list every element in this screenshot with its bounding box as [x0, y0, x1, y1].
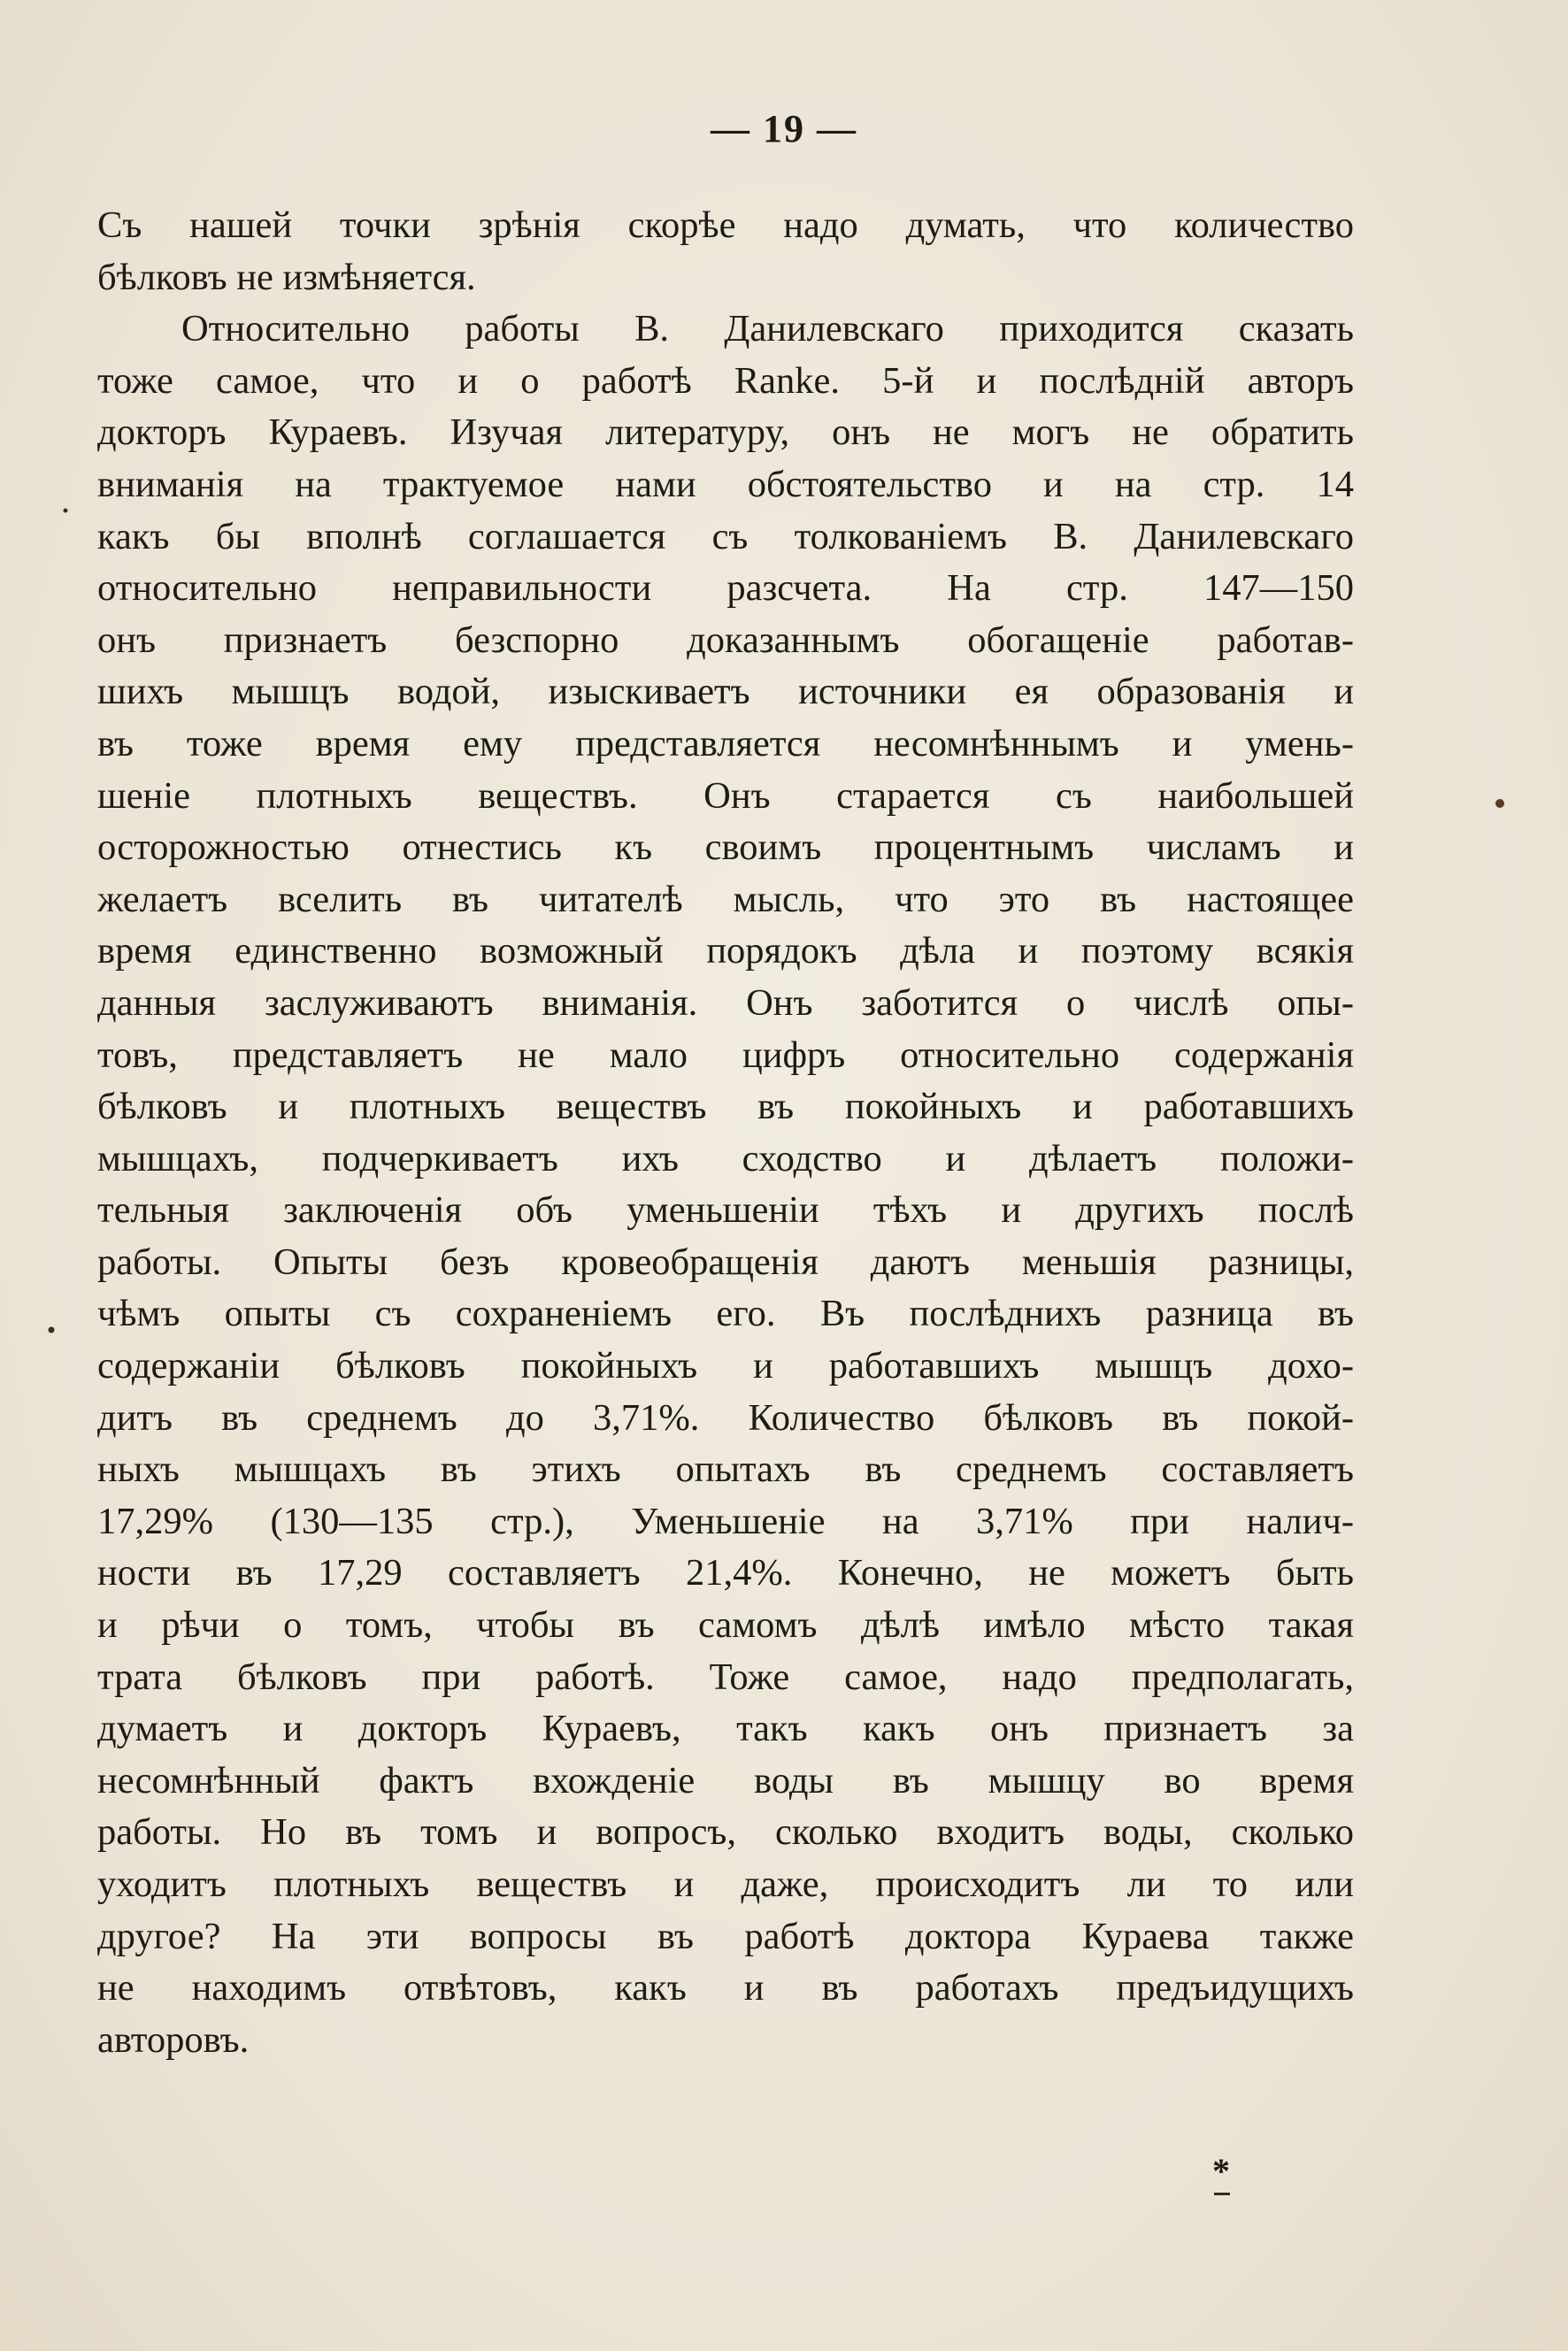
text-line: шихъ мышцъ водой, изыскиваетъ источники ея образованія и: [97, 671, 1354, 713]
text-line: думаетъ и докторъ Кураевъ, такъ какъ онъ признаетъ за: [97, 1708, 1354, 1750]
text-line: время единственно возможный порядокъ дѣла и поэтому всякія: [97, 930, 1354, 972]
text-line: данныя заслуживаютъ вниманія. Онъ заботится о числѣ опы-: [97, 981, 1354, 1024]
paragraph: [97, 200, 1354, 303]
text-line: тельныя заключенія объ уменьшеніи тѣхъ и другихъ послѣ: [97, 1189, 1354, 1232]
text-line: Относительно работы В. Данилевскаго приходится сказать: [181, 308, 1354, 350]
text-line: ныхъ мышцахъ въ этихъ опытахъ въ среднемъ составляетъ: [97, 1448, 1354, 1491]
text-line: дитъ въ среднемъ до 3,71%. Количество бѣлковъ въ покой-: [97, 1396, 1354, 1439]
text-line: Съ нашей точки зрѣнія скорѣе надо думать, что количество: [97, 204, 1354, 246]
ink-speck: [1214, 2193, 1230, 2195]
paragraph: [97, 303, 1354, 2066]
ink-speck: [49, 1327, 55, 1333]
text-line: бѣлковъ не измѣняется.: [97, 256, 476, 298]
text-line: товъ, представляетъ не мало цифръ относительно содержанія: [97, 1033, 1354, 1076]
text-line: ности въ 17,29 составляетъ 21,4%. Конечно, не можетъ быть: [97, 1552, 1354, 1594]
text-line: мышцахъ, подчеркиваетъ ихъ сходство и дѣлаетъ положи-: [97, 1137, 1354, 1179]
text-line: содержаніи бѣлковъ покойныхъ и работавшихъ мышцъ дохо-: [97, 1345, 1354, 1387]
text-line: работы. Опыты безъ кровеобращенія даютъ меньшія разницы,: [97, 1241, 1354, 1283]
text-line: 17,29% (130—135 стр.), Уменьшеніе на 3,71% при налич-: [97, 1500, 1354, 1542]
footnote-mark: *: [1212, 2151, 1230, 2191]
text-line: уходитъ плотныхъ веществъ и даже, происходитъ ли то или: [97, 1863, 1354, 1905]
text-line: шеніе плотныхъ веществъ. Онъ старается съ наибольшей: [97, 774, 1354, 817]
text-line: авторовъ.: [97, 2018, 250, 2061]
text-line: работы. Но въ томъ и вопросъ, сколько входитъ воды, сколько: [97, 1811, 1354, 1854]
text-line: не находимъ отвѣтовъ, какъ и въ работахъ предъидущихъ: [97, 1967, 1354, 2009]
text-line: осторожностью отнестись къ своимъ процентнымъ числамъ и: [97, 826, 1354, 869]
page-number: — 19 —: [711, 107, 857, 150]
text-line: чѣмъ опыты съ сохраненіемъ его. Въ послѣднихъ разница въ: [97, 1293, 1354, 1335]
text-line: докторъ Кураевъ. Изучая литературу, онъ не могъ не обратить: [97, 411, 1354, 454]
ink-speck: [64, 509, 68, 513]
text-line: вниманія на трактуемое нами обстоятельство и на стр. 14: [97, 463, 1354, 505]
ink-speck: [1495, 799, 1504, 808]
text-line: желаетъ вселить въ читателѣ мысль, что это въ настоящее: [97, 878, 1354, 920]
text-line: относительно неправильности разсчета. На стр. 147—150: [97, 567, 1354, 610]
text-line: бѣлковъ и плотныхъ веществъ въ покойныхъ и работавшихъ: [97, 1086, 1354, 1128]
text-line: несомнѣнный фактъ вхожденіе воды въ мышцу во время: [97, 1759, 1354, 1802]
text-line: тоже самое, что и о работѣ Ranke. 5-й и послѣдній авторъ: [97, 359, 1354, 402]
text-line: онъ признаетъ безспорно доказаннымъ обогащеніе работав-: [97, 618, 1354, 661]
text-line: въ тоже время ему представляется несомнѣннымъ и умень-: [97, 722, 1354, 764]
text-line: какъ бы вполнѣ соглашается съ толкованіемъ В. Данилевскаго: [97, 515, 1354, 557]
text-line: и рѣчи о томъ, чтобы въ самомъ дѣлѣ имѣло мѣсто такая: [97, 1604, 1354, 1647]
text-line: трата бѣлковъ при работѣ. Тоже самое, надо предполагать,: [97, 1656, 1354, 1698]
text-line: другое? На эти вопросы въ работѣ доктора Кураева также: [97, 1915, 1354, 1957]
body-text: [97, 200, 1354, 2066]
